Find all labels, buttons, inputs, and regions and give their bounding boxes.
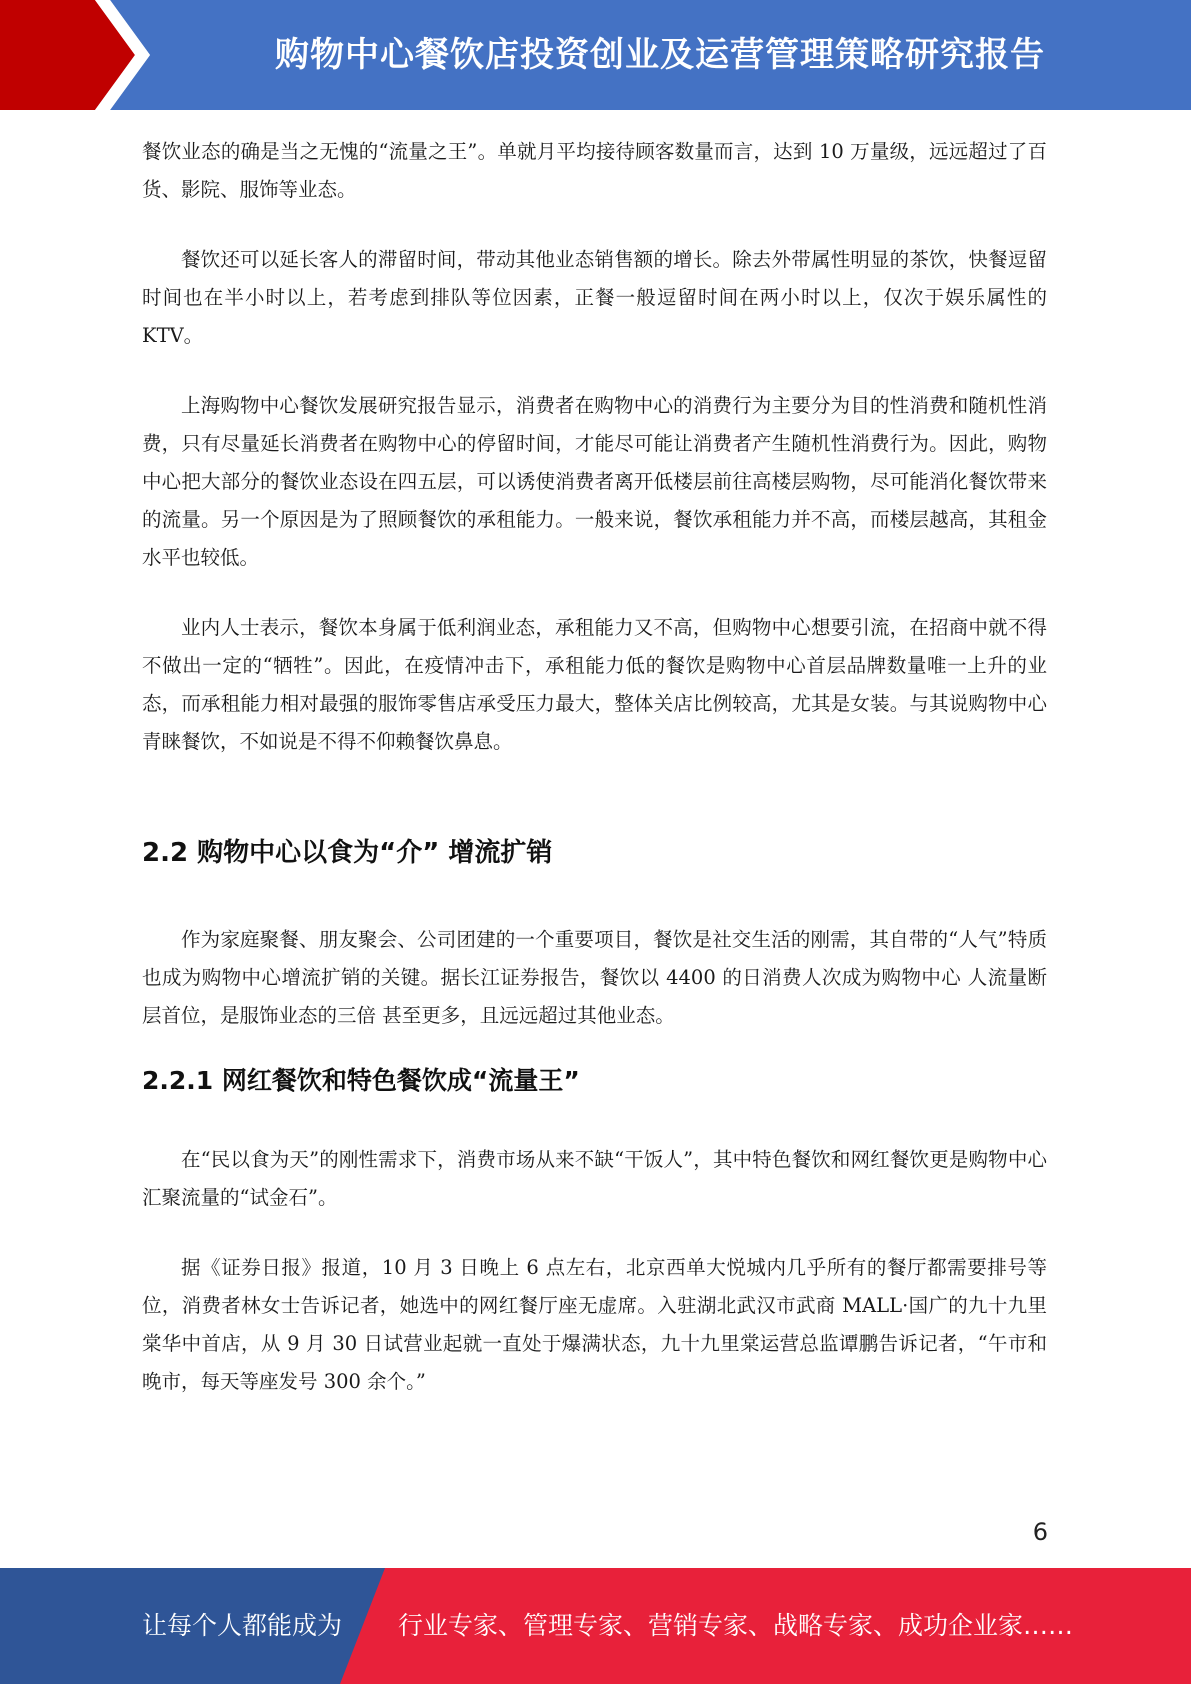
page-footer [0,1568,1191,1684]
paragraph-1: 餐饮业态的确是当之无愧的“流量之王”。单就月平均接待顾客数量而言，达到 10 万量级，远远超过了百货、影院、服饰等业态。 [142,140,1047,201]
paragraph-6: 在“民以食为天”的刚性需求下，消费市场从来不缺“干饭人”，其中特色餐饮和网红餐饮更是购物中心汇聚流量的“试金石”。 [142,1148,1047,1209]
paragraph-7: 据《证券日报》报道，10 月 3 日晚上 6 点左右，北京西单大悦城内几乎所有的餐厅都需要排号等位，消费者林女士告诉记者，她选中的网红餐厅座无虚席。入驻湖北武汉市武商 MALL·国广的九十九里棠华中首店，从 9 月 30 日试营业起就一直处于爆满状态，九十九里棠运营总监谭鹏告诉记者，“午市和晚市，每天等座发号 300 余个。” [142,1256,1047,1393]
paragraph-3: 上海购物中心餐饮发展研究报告显示，消费者在购物中心的消费行为主要分为目的性消费和随机性消费，只有尽量延长消费者在购物中心的停留时间，才能尽可能让消费者产生随机性消费行为。因此，购物中心把大部分的餐饮业态设在四五层，可以诱使消费者离开低楼层前往高楼层购物，尽可能消化餐饮带来的流量。另一个原因是为了照顾餐饮的承租能力。一般来说，餐饮承租能力并不高，而楼层越高，其租金水平也较低。 [142,394,1047,569]
section-heading-2-2-1: 2.2.1 网红餐饮和特色餐饮成“流量王” [142,1066,580,1095]
paragraph-2: 餐饮还可以延长客人的滞留时间，带动其他业态销售额的增长。除去外带属性明显的茶饮，快餐逗留时间也在半小时以上，若考虑到排队等位因素，正餐一般逗留时间在两小时以上，仅次于娱乐属性的 KTV。 [142,248,1047,347]
section-heading-2-2: 2.2 购物中心以食为“介” 增流扩销 [142,838,553,868]
report-title: 购物中心餐饮店投资创业及运营管理策略研究报告 [275,35,1045,75]
footer-slogan-left: 让每个人都能成为 [142,1611,343,1640]
header-arrow-icon [0,0,160,110]
paragraph-4: 业内人士表示，餐饮本身属于低利润业态，承租能力又不高，但购物中心想要引流，在招商中就不得不做出一定的“牺牲”。因此，在疫情冲击下，承租能力低的餐饮是购物中心首层品牌数量唯一上升的业态，而承租能力相对最强的服饰零售店承受压力最大，整体关店比例较高，尤其是女装。与其说购物中心青睐餐饮，不如说是不得不仰赖餐饮鼻息。 [142,616,1047,753]
page-number: 6 [1032,1518,1048,1546]
page-header [0,0,1191,110]
footer-slogan-right: 行业专家、管理专家、营销专家、战略专家、成功企业家…… [398,1611,1074,1640]
paragraph-5: 作为家庭聚餐、朋友聚会、公司团建的一个重要项目，餐饮是社交生活的刚需，其自带的“人气”特质也成为购物中心增流扩销的关键。据长江证券报告，餐饮以 4400 的日消费人次成为购物中心 人流量断层首位，是服饰业态的三倍 甚至更多，且远远超过其他业态。 [142,928,1047,1027]
document-body [142,133,1047,1401]
